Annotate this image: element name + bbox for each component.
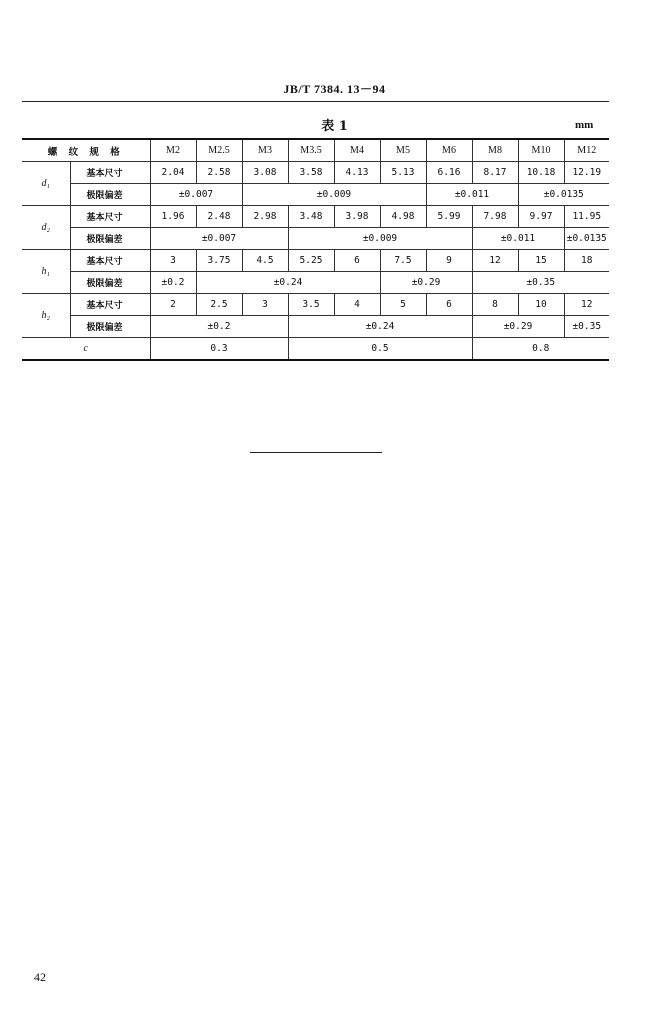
- table-cell: ±0.24: [288, 316, 472, 338]
- d1-basic-row: [22, 162, 609, 184]
- size-header: M4: [334, 139, 380, 162]
- table-cell: 10.18: [518, 162, 564, 184]
- table-cell: 3: [242, 294, 288, 316]
- size-header-row: [22, 139, 609, 162]
- table-cell: 5: [380, 294, 426, 316]
- table-cell: 0.8: [472, 338, 609, 361]
- tolerance-label: 极限偏差: [70, 184, 150, 206]
- size-header: M2: [150, 139, 196, 162]
- table-cell: ±0.29: [380, 272, 472, 294]
- table-cell: 5.99: [426, 206, 472, 228]
- table-cell: 0.5: [288, 338, 472, 361]
- h2-tolerance-row: [22, 316, 609, 338]
- basic-size-label: 基本尺寸: [70, 206, 150, 228]
- size-header: M10: [518, 139, 564, 162]
- basic-size-label: 基本尺寸: [70, 294, 150, 316]
- h2-basic-row: [22, 294, 609, 316]
- table-cell: 6: [334, 250, 380, 272]
- end-rule: [250, 452, 382, 453]
- table-cell: ±0.007: [150, 228, 288, 250]
- table-cell: 7.5: [380, 250, 426, 272]
- table-cell: 12: [564, 294, 609, 316]
- table-cell: ±0.011: [472, 228, 564, 250]
- table-cell: 4.5: [242, 250, 288, 272]
- table-cell: 9.97: [518, 206, 564, 228]
- table-cell: 2.98: [242, 206, 288, 228]
- table-cell: 5.25: [288, 250, 334, 272]
- basic-size-label: 基本尺寸: [70, 162, 150, 184]
- table-cell: ±0.2: [150, 272, 196, 294]
- table-cell: 2: [150, 294, 196, 316]
- table-cell: 2.04: [150, 162, 196, 184]
- table-cell: 18: [564, 250, 609, 272]
- tolerance-label: 极限偏差: [70, 272, 150, 294]
- tolerance-label: 极限偏差: [70, 316, 150, 338]
- table-cell: ±0.009: [242, 184, 426, 206]
- table-unit: mm: [575, 119, 594, 131]
- table-title: 表 1: [321, 119, 348, 134]
- specification-table: [22, 138, 609, 361]
- size-header: M2.5: [196, 139, 242, 162]
- table-cell: 15: [518, 250, 564, 272]
- table-cell: ±0.0135: [564, 228, 609, 250]
- table-cell: ±0.29: [472, 316, 564, 338]
- table-cell: 7.98: [472, 206, 518, 228]
- spec-label: 螺 纹 规 格: [22, 139, 150, 162]
- basic-size-label: 基本尺寸: [70, 250, 150, 272]
- table-cell: 4.98: [380, 206, 426, 228]
- table-cell: 5.13: [380, 162, 426, 184]
- table-cell: ±0.011: [426, 184, 518, 206]
- param-c: c: [22, 338, 150, 361]
- table-cell: 4.13: [334, 162, 380, 184]
- d2-tolerance-row: [22, 228, 609, 250]
- table-cell: 2.48: [196, 206, 242, 228]
- d1-tolerance-row: [22, 184, 609, 206]
- table-cell: 3: [150, 250, 196, 272]
- table-cell: 3.48: [288, 206, 334, 228]
- param-d1: d₁: [22, 162, 70, 206]
- h1-basic-row: [22, 250, 609, 272]
- table-cell: 8: [472, 294, 518, 316]
- size-header: M6: [426, 139, 472, 162]
- tolerance-label: 极限偏差: [70, 228, 150, 250]
- size-header: M3: [242, 139, 288, 162]
- size-header: M3.5: [288, 139, 334, 162]
- table-cell: 1.96: [150, 206, 196, 228]
- table-cell: 3.75: [196, 250, 242, 272]
- page-number: 42: [34, 970, 46, 984]
- param-d2: d₂: [22, 206, 70, 250]
- table-cell: ±0.009: [288, 228, 472, 250]
- table-cell: 4: [334, 294, 380, 316]
- table-cell: 12.19: [564, 162, 609, 184]
- table-cell: 3.58: [288, 162, 334, 184]
- table-cell: ±0.35: [472, 272, 609, 294]
- table-cell: 12: [472, 250, 518, 272]
- table-cell: 9: [426, 250, 472, 272]
- param-h1: h₁: [22, 250, 70, 294]
- table-cell: 3.08: [242, 162, 288, 184]
- size-header: M8: [472, 139, 518, 162]
- c-row: [22, 338, 609, 361]
- table-cell: 10: [518, 294, 564, 316]
- table-cell: ±0.35: [564, 316, 609, 338]
- size-header: M5: [380, 139, 426, 162]
- table-cell: 3.98: [334, 206, 380, 228]
- table-cell: ±0.007: [150, 184, 242, 206]
- param-h2: h₂: [22, 294, 70, 338]
- h1-tolerance-row: [22, 272, 609, 294]
- d2-basic-row: [22, 206, 609, 228]
- size-header: M12: [564, 139, 609, 162]
- table-cell: 6: [426, 294, 472, 316]
- table-cell: 2.5: [196, 294, 242, 316]
- table-cell: 11.95: [564, 206, 609, 228]
- table-cell: ±0.0135: [518, 184, 609, 206]
- header-rule: [22, 101, 609, 102]
- table-cell: ±0.2: [150, 316, 288, 338]
- table-cell: ±0.24: [196, 272, 380, 294]
- standard-code: JB/T 7384. 13－94: [283, 82, 386, 96]
- table-cell: 0.3: [150, 338, 288, 361]
- table-cell: 6.16: [426, 162, 472, 184]
- table-cell: 8.17: [472, 162, 518, 184]
- table-cell: 3.5: [288, 294, 334, 316]
- table-cell: 2.58: [196, 162, 242, 184]
